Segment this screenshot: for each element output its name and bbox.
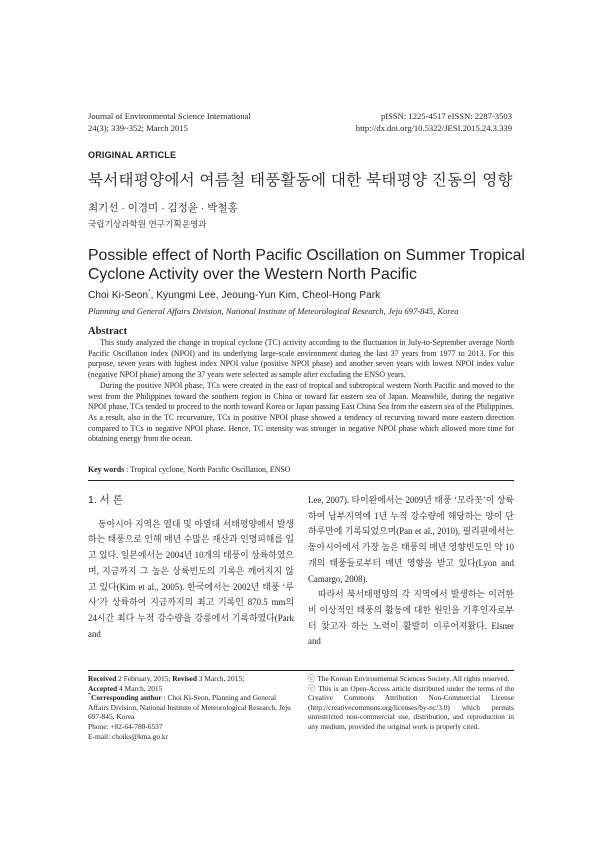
divider-footnote <box>88 670 514 671</box>
accepted-line <box>88 684 294 694</box>
revised-date: 3 March, 2015; <box>196 674 245 683</box>
corresponding-text: : Choi Ki-Seon, Planning and General Affairs Division, National Institute of Meteorological Research, Jeju 697-845, Korea <box>88 693 291 722</box>
corresponding-author <box>88 693 294 722</box>
title-english: Possible effect of North Pacific Oscillation on Summer Tropical Cyclone Activity over the Western North Pacific <box>88 247 525 283</box>
email[interactable]: E-mail: choiks@kma.go.kr <box>88 731 169 741</box>
authors-english <box>88 290 380 301</box>
accepted-label: Accepted <box>88 683 118 693</box>
journal-header-right <box>356 110 512 134</box>
dates-line <box>88 674 294 684</box>
abstract-paragraph-2: During the positive NPOI phase, TCs were created in the east of tropical and subtropical western North Pacific and moved to the west from the Philippines toward the southern region in China or toward far eastern sea of Japan. Meanwhile, during the negative NPOI phase, TCs tended to proceed to the north toward Korea or Japan passing East China Sea from the eastern sea of the Philippines. As a result, also in the TC recurvature, TCs in positive NPOI phase showed a tendency of recurving toward more eastern direction compared to TCs in negative NPOI phase. Hence, TC intensity was stronger in negative NPOI phase which allowed more time for obtaining energy from the ocean. <box>88 380 514 444</box>
keywords-label: Key words <box>88 465 125 474</box>
footnote-left <box>88 674 294 741</box>
received-date: 2 February, 2015; <box>116 674 173 683</box>
journal-header-left <box>88 110 251 134</box>
article-type: ORIGINAL ARTICLE <box>88 150 177 160</box>
authors-korean-text: 최기선 · 이경미 · 김정윤 · 박철홍 <box>88 202 238 214</box>
abstract-paragraph-1: This study analyzed the change in tropical cyclone (TC) activity according to the fluctuation in July-to-September average North Pacific Oscillation index (NPOI) and its underlying large-scale environment during the last 37 years from 1977 to 2013. For this purpose, seven years with highest index NPOI value (positive NPOI phase) and another seven years with lowest NPOI index value (negative NPOI phase) among the 37 years were selected as sample after excluding the ENSO years. <box>88 338 514 380</box>
revised-label: Revised <box>172 674 197 683</box>
keywords <box>88 465 514 474</box>
authors-korean <box>88 200 238 215</box>
title-korean: 북서태평양에서 여름철 태풍활동에 대한 북태평양 진동의 영향 <box>88 172 513 189</box>
affiliation-korean: 국립기상과학원 연구기획운영과 <box>88 219 207 229</box>
body-paragraph-right-2: 따라서 북서태평양의 각 지역에서 발생하는 이러한 비 이상적인 태풍의 활동에 대한 원인을 기후인자로부터 찾고자 하는 노력이 활발히 이루어져왔다. Elsner and <box>308 589 514 647</box>
corresponding-label: Corresponding author <box>91 693 162 703</box>
author-first: Choi Ki-Seon <box>88 290 149 301</box>
journal-issn: pISSN: 1225-4517 eISSN: 2287-3503 <box>380 111 512 121</box>
body-column-right <box>308 493 514 650</box>
journal-doi[interactable]: http://dx.doi.org/10.5322/JESI.2015.24.3.339 <box>355 123 512 133</box>
footnote-right <box>308 674 514 732</box>
accepted-date: 4 March, 2015 <box>117 683 163 693</box>
section-heading: 1. 서 론 <box>88 494 123 506</box>
keywords-text: : Tropical cyclone, North Pacific Oscillation, ENSO <box>124 465 291 474</box>
body-paragraph-right-1: Lee, 2007). 타이완에서는 2009년 태풍 ‘모라꼿’이 상륙하여 남부지역에 1년 누적 강수량에 해당하는 양이 단 하루만에 기록되었으며(Pan et al., 2010), 필리핀에서는 동아시아에서 가장 높은 태풍의 매년 영향빈도인 약 10개의 태풍들로부터 매년 영향을 받고 있다(Lyon and Camargo, 2008). <box>308 495 514 584</box>
corresponding-mark-footnote: * <box>88 692 91 699</box>
license: ⓒ This is an Open-Access article distributed under the terms of the Creative Commons Attribution Non-Commercial License (http://creativecommons.org/licenses/by-nc/3.0) which permits unrestricted non-commercial use, distribution, and reproduction in any medium, provided the original work is properly cited. <box>308 683 514 731</box>
copyright: ⓒ The Korean Environmental Sciences Society. All rights reserved. <box>308 674 510 683</box>
affiliation-english: Planning and General Affairs Division, National Institute of Meteorological Research, Jeju 697-845, Korea <box>88 306 459 316</box>
phone: Phone: +82-64-780-6537 <box>88 721 163 731</box>
abstract-body <box>88 338 514 445</box>
body-column-left <box>88 493 294 642</box>
journal-name: Journal of Environmental Science International <box>88 111 251 121</box>
body-paragraph-left: 동아시아 지역은 열대 및 아열대 서태평양에서 발생하는 태풍으로 인해 매년 수많은 재산과 인명피해를 입고 있다. 일본에서는 2004년 10개의 태풍이 상륙하였으며, 지금까지 그 높은 상륙빈도의 기록은 깨어지지 않고 있다(Kim et al., 2005). 한국에서는 2002년 태풍 ‘루사’가 상륙하여 지금까지의 최고 기록인 870.5 mm의 24시간 최다 누적 강수량을 강릉에서 기록하였다(Park and <box>88 518 294 639</box>
authors-rest: , Kyungmi Lee, Jeoung-Yun Kim, Cheol-Hong Park <box>150 290 381 301</box>
divider-top <box>88 480 514 481</box>
abstract-heading: Abstract <box>88 326 128 337</box>
journal-issue: 24(3); 339~352; March 2015 <box>88 123 188 133</box>
received-label: Received <box>88 674 117 683</box>
corresponding-mark: * <box>148 289 151 296</box>
